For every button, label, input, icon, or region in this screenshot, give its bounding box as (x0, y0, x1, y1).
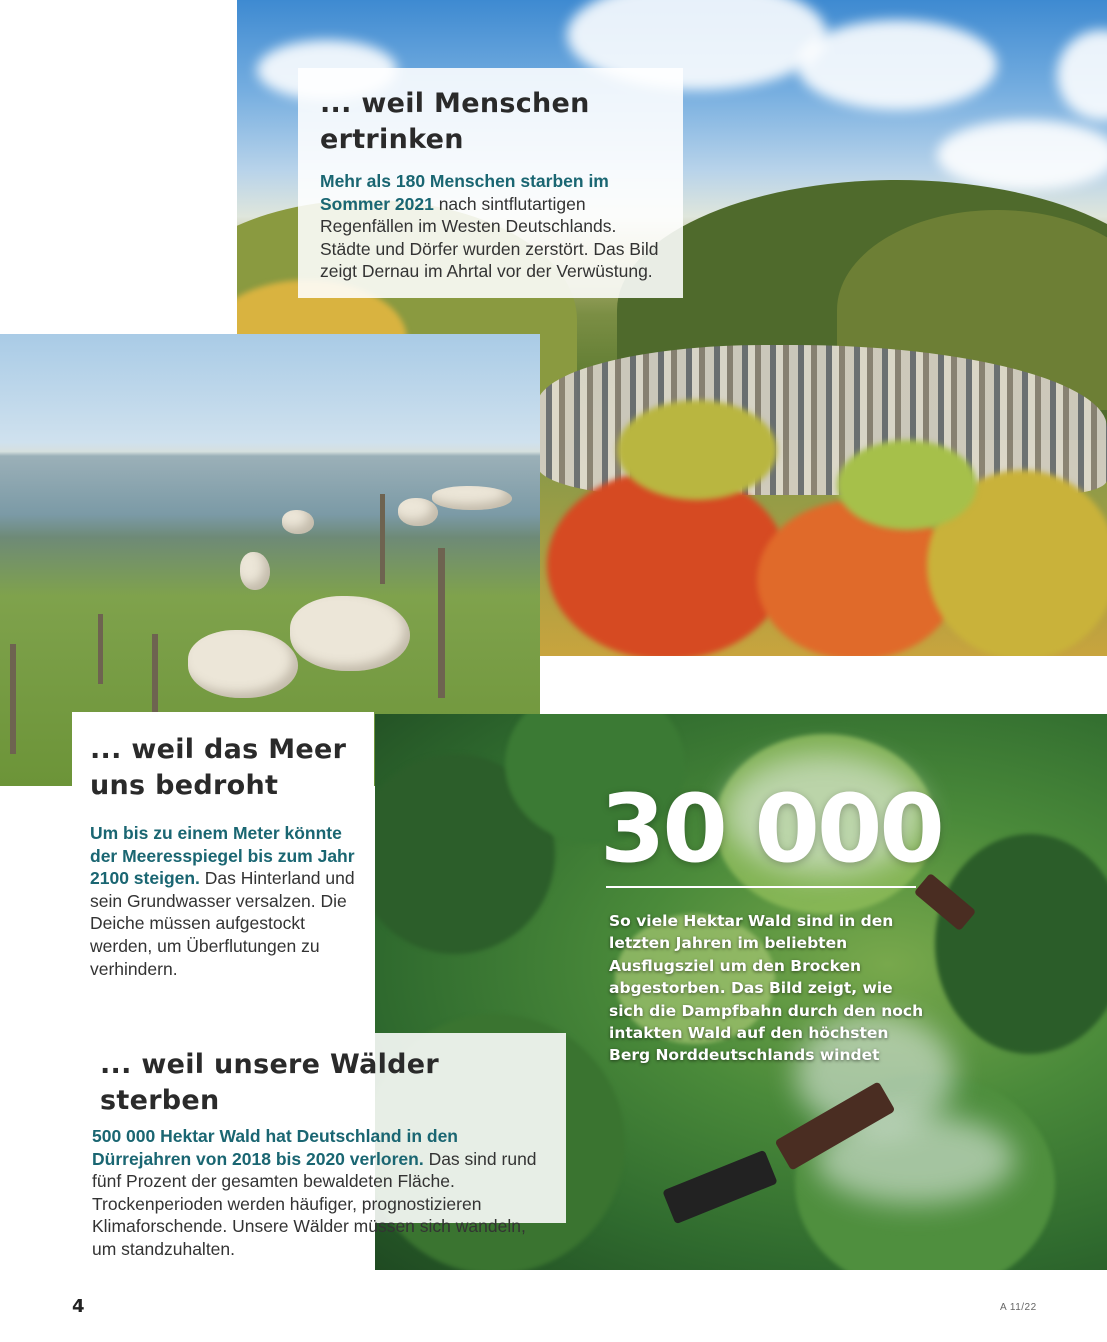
body-forests: Das sind rund fünf Prozent der gesamten bewaldeten Fläche. Trockenperioden werden häufiger, prognostizieren Klimaforschende. Unsere Wälder müssen sich wandeln, um standzuhalten. (92, 1148, 537, 1259)
text-drowning (320, 170, 663, 283)
section-forests (86, 1033, 566, 1259)
page-number: 4 (72, 1296, 85, 1317)
lead-sea: Um bis zu einem Meter könnte der Meeresspiegel bis zum Jahr 2100 steigen. (90, 823, 355, 889)
headline-drowning: ... weil Menschen ertrinken (320, 88, 590, 155)
headline-forests: ... weil unsere Wälder sterben (100, 1049, 440, 1116)
stat-divider (606, 886, 916, 888)
issue-code: A 11/22 (1000, 1302, 1037, 1313)
body-sea: Das Hinterland und sein Grundwasser versalzen. Die Deiche müssen aufgestockt werden, um Überflutungen zu verhindern. (90, 868, 355, 979)
stat-number: 30 000 (600, 775, 942, 884)
section-sea (72, 712, 374, 1012)
stat-caption: So viele Hektar Wald sind in den letzten Jahren im beliebten Ausflugsziel um den Brocken abgestorben. Das Bild zeigt, wie sich die Dampfbahn durch den noch intakten Wald auf den höchsten Berg Norddeutschlands windet (609, 912, 924, 1065)
text-forests (92, 1125, 554, 1261)
section-drowning (298, 68, 683, 298)
lead-drowning: Mehr als 180 Menschen starben im Sommer 2021 (320, 171, 609, 214)
body-drowning: nach sintflutartigen Regenfällen im Westen Deutschlands. Städte und Dörfer wurden zerstört. Das Bild zeigt Dernau im Ahrtal vor der Verwüstung. (320, 193, 659, 282)
text-sea (90, 822, 358, 980)
lead-forests: 500 000 Hektar Wald hat Deutschland in den Dürrejahren von 2018 bis 2020 verloren. (92, 1126, 458, 1169)
headline-sea: ... weil das Meer uns bedroht (90, 734, 347, 801)
